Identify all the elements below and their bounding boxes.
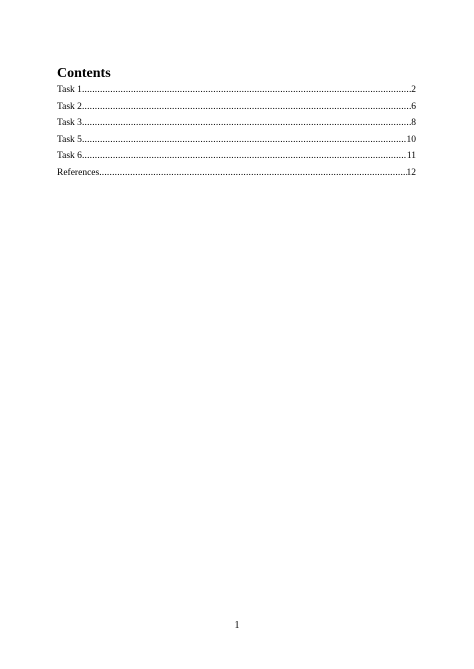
dot-leader	[82, 150, 407, 162]
toc-entry-page: 6	[411, 101, 416, 112]
dot-leader	[82, 101, 411, 113]
toc-entry-page: 2	[411, 85, 416, 95]
toc-entry-title: Task 6	[57, 151, 82, 161]
page-number: 1	[234, 620, 240, 631]
toc-entry-title: Task 5	[57, 134, 82, 145]
dot-leader	[82, 84, 411, 96]
toc-heading: Contents	[57, 66, 111, 81]
toc-entry-title: Task 1	[57, 85, 82, 95]
dot-leader	[82, 117, 411, 129]
dot-leader	[82, 134, 407, 146]
table-of-contents	[57, 84, 416, 183]
toc-entry-page: 8	[411, 118, 416, 128]
toc-entry-title: Task 3	[57, 118, 82, 128]
toc-entry-page: 12	[406, 167, 416, 178]
toc-entry-task-5[interactable]	[57, 134, 416, 151]
toc-entry-task-2[interactable]	[57, 101, 416, 118]
toc-entry-page: 10	[406, 134, 416, 145]
toc-entry-title: References	[57, 167, 100, 178]
toc-entry-page: 11	[406, 151, 416, 161]
toc-entry-task-6[interactable]	[57, 150, 416, 167]
toc-entry-task-3[interactable]	[57, 117, 416, 134]
dot-leader	[99, 167, 406, 179]
toc-entry-references[interactable]	[57, 167, 416, 184]
toc-entry-title: Task 2	[57, 101, 82, 112]
toc-entry-task-1[interactable]	[57, 84, 416, 101]
